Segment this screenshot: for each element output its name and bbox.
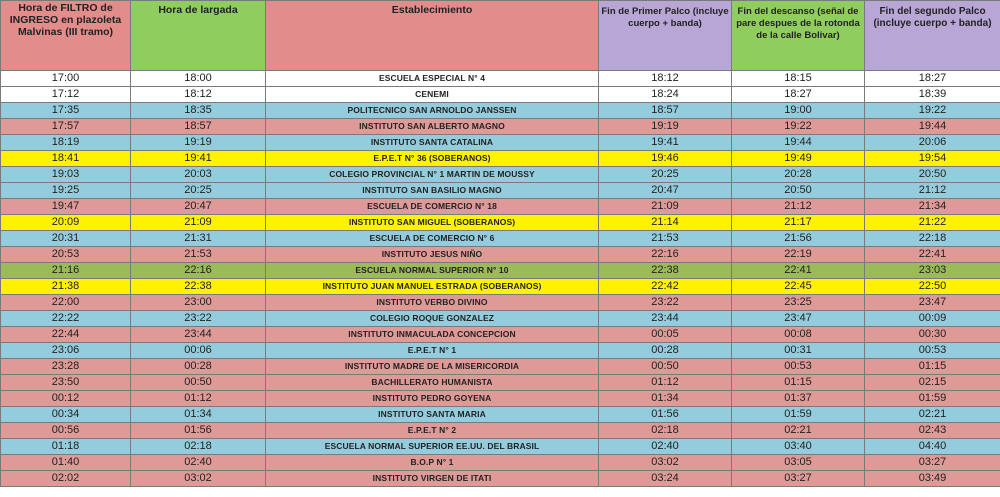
table-row	[1, 295, 1000, 311]
cell-descanso: 02:21	[732, 423, 865, 439]
cell-segundo-palco: 02:15	[865, 375, 1000, 391]
cell-primer-palco: 00:05	[599, 327, 732, 343]
cell-filtro: 17:00	[1, 71, 131, 87]
cell-largada: 02:18	[131, 439, 266, 455]
cell-filtro: 17:57	[1, 119, 131, 135]
cell-filtro: 23:50	[1, 375, 131, 391]
cell-descanso: 00:31	[732, 343, 865, 359]
cell-segundo-palco: 01:15	[865, 359, 1000, 375]
cell-largada: 23:44	[131, 327, 266, 343]
cell-establecimiento: INSTITUTO JUAN MANUEL ESTRADA (SOBERANOS)	[266, 279, 599, 295]
cell-descanso: 23:25	[732, 295, 865, 311]
cell-filtro: 00:34	[1, 407, 131, 423]
table-row	[1, 423, 1000, 439]
cell-filtro: 02:02	[1, 471, 131, 487]
cell-establecimiento: E.P.E.T N° 2	[266, 423, 599, 439]
cell-establecimiento: INSTITUTO SAN BASILIO MAGNO	[266, 183, 599, 199]
cell-primer-palco: 01:12	[599, 375, 732, 391]
table-row	[1, 247, 1000, 263]
cell-filtro: 19:03	[1, 167, 131, 183]
cell-primer-palco: 00:50	[599, 359, 732, 375]
header-primer-palco: Fin de Primer Palco (incluye cuerpo + banda)	[599, 1, 732, 71]
cell-primer-palco: 01:56	[599, 407, 732, 423]
cell-segundo-palco: 23:47	[865, 295, 1000, 311]
cell-establecimiento: COLEGIO PROVINCIAL N° 1 MARTIN DE MOUSSY	[266, 167, 599, 183]
cell-segundo-palco: 21:12	[865, 183, 1000, 199]
table-row	[1, 407, 1000, 423]
cell-descanso: 19:49	[732, 151, 865, 167]
cell-establecimiento: ESCUELA NORMAL SUPERIOR EE.UU. DEL BRASIL	[266, 439, 599, 455]
cell-establecimiento: ESCUELA ESPECIAL N° 4	[266, 71, 599, 87]
cell-descanso: 03:40	[732, 439, 865, 455]
cell-descanso: 01:37	[732, 391, 865, 407]
cell-primer-palco: 21:14	[599, 215, 732, 231]
cell-filtro: 01:40	[1, 455, 131, 471]
cell-primer-palco: 22:42	[599, 279, 732, 295]
table-body	[1, 71, 1000, 487]
cell-filtro: 19:47	[1, 199, 131, 215]
table-row	[1, 183, 1000, 199]
cell-descanso: 22:41	[732, 263, 865, 279]
cell-filtro: 00:56	[1, 423, 131, 439]
cell-descanso: 18:27	[732, 87, 865, 103]
cell-establecimiento: BACHILLERATO HUMANISTA	[266, 375, 599, 391]
header-segundo-palco: Fin del segundo Palco (incluye cuerpo + banda)	[865, 1, 1000, 71]
cell-filtro: 22:44	[1, 327, 131, 343]
cell-establecimiento: E.P.E.T N° 36 (SOBERANOS)	[266, 151, 599, 167]
table-row	[1, 439, 1000, 455]
cell-segundo-palco: 02:21	[865, 407, 1000, 423]
cell-establecimiento: POLITECNICO SAN ARNOLDO JANSSEN	[266, 103, 599, 119]
cell-establecimiento: E.P.E.T N° 1	[266, 343, 599, 359]
cell-largada: 18:57	[131, 119, 266, 135]
cell-segundo-palco: 00:30	[865, 327, 1000, 343]
cell-largada: 22:16	[131, 263, 266, 279]
cell-descanso: 19:22	[732, 119, 865, 135]
cell-establecimiento: INSTITUTO SAN ALBERTO MAGNO	[266, 119, 599, 135]
cell-filtro: 19:25	[1, 183, 131, 199]
cell-largada: 01:12	[131, 391, 266, 407]
table-row	[1, 455, 1000, 471]
cell-largada: 01:56	[131, 423, 266, 439]
cell-descanso: 23:47	[732, 311, 865, 327]
cell-primer-palco: 21:09	[599, 199, 732, 215]
cell-establecimiento: INSTITUTO VERBO DIVINO	[266, 295, 599, 311]
cell-filtro: 21:16	[1, 263, 131, 279]
table-row	[1, 199, 1000, 215]
cell-primer-palco: 19:46	[599, 151, 732, 167]
cell-primer-palco: 22:38	[599, 263, 732, 279]
cell-primer-palco: 21:53	[599, 231, 732, 247]
cell-filtro: 22:22	[1, 311, 131, 327]
cell-filtro: 20:53	[1, 247, 131, 263]
cell-largada: 19:19	[131, 135, 266, 151]
cell-descanso: 03:05	[732, 455, 865, 471]
cell-segundo-palco: 20:50	[865, 167, 1000, 183]
cell-primer-palco: 23:44	[599, 311, 732, 327]
cell-descanso: 22:45	[732, 279, 865, 295]
cell-establecimiento: ESCUELA DE COMERCIO N° 18	[266, 199, 599, 215]
table-row	[1, 119, 1000, 135]
cell-largada: 21:31	[131, 231, 266, 247]
table-row	[1, 471, 1000, 487]
header-largada: Hora de largada	[131, 1, 266, 71]
cell-descanso: 01:59	[732, 407, 865, 423]
cell-largada: 21:09	[131, 215, 266, 231]
cell-descanso: 22:19	[732, 247, 865, 263]
header-descanso: Fin del descanso (señal de pare despues de la rotonda de la calle Bolivar)	[732, 1, 865, 71]
cell-segundo-palco: 22:41	[865, 247, 1000, 263]
cell-establecimiento: INSTITUTO SAN MIGUEL (SOBERANOS)	[266, 215, 599, 231]
cell-largada: 20:47	[131, 199, 266, 215]
table-row	[1, 87, 1000, 103]
table-row	[1, 343, 1000, 359]
cell-largada: 02:40	[131, 455, 266, 471]
cell-segundo-palco: 22:18	[865, 231, 1000, 247]
cell-descanso: 20:50	[732, 183, 865, 199]
cell-segundo-palco: 03:49	[865, 471, 1000, 487]
table-row	[1, 391, 1000, 407]
cell-establecimiento: INSTITUTO VIRGEN DE ITATI	[266, 471, 599, 487]
cell-largada: 18:12	[131, 87, 266, 103]
cell-largada: 00:06	[131, 343, 266, 359]
cell-establecimiento: COLEGIO ROQUE GONZALEZ	[266, 311, 599, 327]
cell-establecimiento: INSTITUTO SANTA CATALINA	[266, 135, 599, 151]
cell-establecimiento: INSTITUTO JESUS NIÑO	[266, 247, 599, 263]
cell-filtro: 00:12	[1, 391, 131, 407]
cell-segundo-palco: 18:27	[865, 71, 1000, 87]
cell-segundo-palco: 21:22	[865, 215, 1000, 231]
cell-establecimiento: INSTITUTO SANTA MARIA	[266, 407, 599, 423]
cell-primer-palco: 18:24	[599, 87, 732, 103]
cell-largada: 20:03	[131, 167, 266, 183]
table-row	[1, 359, 1000, 375]
cell-establecimiento: INSTITUTO MADRE DE LA MISERICORDIA	[266, 359, 599, 375]
cell-filtro: 21:38	[1, 279, 131, 295]
cell-filtro: 01:18	[1, 439, 131, 455]
cell-segundo-palco: 00:53	[865, 343, 1000, 359]
cell-largada: 18:35	[131, 103, 266, 119]
table-row	[1, 327, 1000, 343]
cell-primer-palco: 23:22	[599, 295, 732, 311]
cell-primer-palco: 00:28	[599, 343, 732, 359]
cell-segundo-palco: 18:39	[865, 87, 1000, 103]
cell-segundo-palco: 21:34	[865, 199, 1000, 215]
cell-primer-palco: 01:34	[599, 391, 732, 407]
cell-largada: 23:00	[131, 295, 266, 311]
cell-segundo-palco: 20:06	[865, 135, 1000, 151]
cell-segundo-palco: 23:03	[865, 263, 1000, 279]
table-row	[1, 215, 1000, 231]
cell-largada: 00:50	[131, 375, 266, 391]
cell-primer-palco: 19:19	[599, 119, 732, 135]
cell-filtro: 17:12	[1, 87, 131, 103]
cell-segundo-palco: 03:27	[865, 455, 1000, 471]
cell-filtro: 20:31	[1, 231, 131, 247]
cell-segundo-palco: 19:54	[865, 151, 1000, 167]
cell-largada: 22:38	[131, 279, 266, 295]
cell-filtro: 22:00	[1, 295, 131, 311]
table-row	[1, 311, 1000, 327]
cell-segundo-palco: 22:50	[865, 279, 1000, 295]
cell-establecimiento: B.O.P N° 1	[266, 455, 599, 471]
cell-establecimiento: INSTITUTO PEDRO GOYENA	[266, 391, 599, 407]
cell-primer-palco: 02:40	[599, 439, 732, 455]
table-row	[1, 263, 1000, 279]
cell-largada: 18:00	[131, 71, 266, 87]
cell-filtro: 18:41	[1, 151, 131, 167]
cell-descanso: 20:28	[732, 167, 865, 183]
table-row	[1, 167, 1000, 183]
cell-segundo-palco: 19:22	[865, 103, 1000, 119]
cell-filtro: 23:28	[1, 359, 131, 375]
cell-establecimiento: ESCUELA NORMAL SUPERIOR N° 10	[266, 263, 599, 279]
cell-descanso: 19:00	[732, 103, 865, 119]
cell-primer-palco: 03:24	[599, 471, 732, 487]
cell-largada: 23:22	[131, 311, 266, 327]
cell-segundo-palco: 19:44	[865, 119, 1000, 135]
header-establecimiento: Establecimiento	[266, 1, 599, 71]
cell-largada: 19:41	[131, 151, 266, 167]
cell-establecimiento: ESCUELA DE COMERCIO N° 6	[266, 231, 599, 247]
header-filtro: Hora de FILTRO de INGRESO en plazoleta Malvinas (III tramo)	[1, 1, 131, 71]
cell-segundo-palco: 01:59	[865, 391, 1000, 407]
cell-descanso: 00:53	[732, 359, 865, 375]
cell-largada: 01:34	[131, 407, 266, 423]
cell-descanso: 18:15	[732, 71, 865, 87]
cell-primer-palco: 03:02	[599, 455, 732, 471]
cell-filtro: 17:35	[1, 103, 131, 119]
cell-segundo-palco: 02:43	[865, 423, 1000, 439]
cell-filtro: 23:06	[1, 343, 131, 359]
cell-segundo-palco: 04:40	[865, 439, 1000, 455]
cell-descanso: 21:56	[732, 231, 865, 247]
table-row	[1, 279, 1000, 295]
cell-segundo-palco: 00:09	[865, 311, 1000, 327]
cell-descanso: 01:15	[732, 375, 865, 391]
cell-descanso: 03:27	[732, 471, 865, 487]
cell-descanso: 19:44	[732, 135, 865, 151]
cell-filtro: 18:19	[1, 135, 131, 151]
cell-filtro: 20:09	[1, 215, 131, 231]
cell-primer-palco: 02:18	[599, 423, 732, 439]
cell-largada: 20:25	[131, 183, 266, 199]
cell-establecimiento: INSTITUTO INMACULADA CONCEPCION	[266, 327, 599, 343]
cell-primer-palco: 22:16	[599, 247, 732, 263]
cell-primer-palco: 19:41	[599, 135, 732, 151]
cell-primer-palco: 20:25	[599, 167, 732, 183]
cell-establecimiento: CENEMI	[266, 87, 599, 103]
table-row	[1, 375, 1000, 391]
table-row	[1, 71, 1000, 87]
cell-descanso: 21:12	[732, 199, 865, 215]
cell-descanso: 00:08	[732, 327, 865, 343]
table-row	[1, 231, 1000, 247]
cell-largada: 21:53	[131, 247, 266, 263]
table-row	[1, 135, 1000, 151]
cell-largada: 00:28	[131, 359, 266, 375]
header-row	[1, 1, 1000, 71]
cell-largada: 03:02	[131, 471, 266, 487]
table-row	[1, 103, 1000, 119]
cell-primer-palco: 18:57	[599, 103, 732, 119]
table-row	[1, 151, 1000, 167]
cell-descanso: 21:17	[732, 215, 865, 231]
cell-primer-palco: 18:12	[599, 71, 732, 87]
cell-primer-palco: 20:47	[599, 183, 732, 199]
